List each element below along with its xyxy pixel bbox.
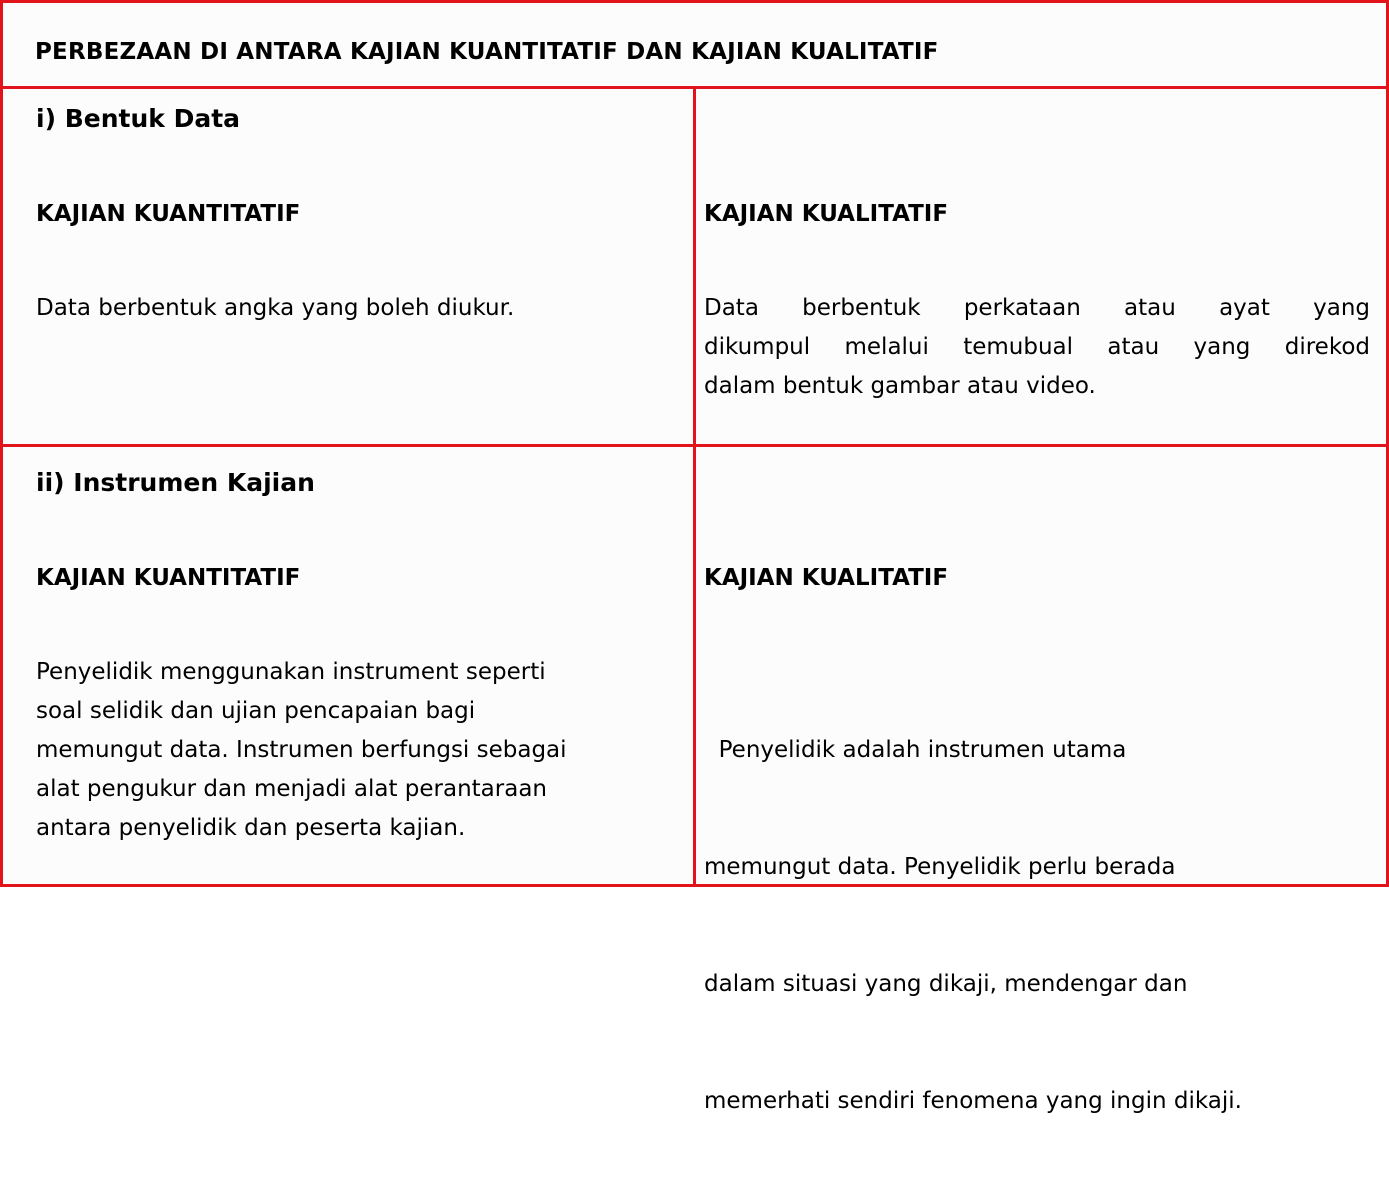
- text-line: antara penyelidik dan peserta kajian.: [36, 815, 466, 841]
- text-line: memungut data. Penyelidik perlu berada: [704, 854, 1176, 880]
- text-line: Data berbentuk angka yang boleh diukur.: [36, 295, 515, 321]
- section-heading-bentuk-data: i) Bentuk Data: [36, 104, 241, 133]
- text-line: Penyelidik adalah instrumen utama: [704, 737, 1127, 763]
- text-line: memungut data. Instrumen berfungsi sebagai: [36, 737, 567, 763]
- column-divider: [693, 89, 696, 884]
- text-line: soal selidik dan ujian pencapaian bagi: [36, 698, 476, 724]
- right-column-heading: KAJIAN KUALITATIF: [704, 565, 949, 591]
- left-cell-text: [36, 653, 686, 848]
- left-column-heading: KAJIAN KUANTITATIF: [36, 565, 301, 591]
- section-heading-instrumen-kajian: ii) Instrumen Kajian: [36, 468, 315, 497]
- right-cell-text: [704, 653, 1374, 1199]
- text-line: dalam bentuk gambar atau video.: [704, 373, 1096, 399]
- text-line: Penyelidik menggunakan instrument seperti: [36, 659, 546, 685]
- text-line: dalam situasi yang dikaji, mendengar dan: [704, 971, 1188, 997]
- right-column-heading: KAJIAN KUALITATIF: [704, 201, 949, 227]
- left-column-heading: KAJIAN KUANTITATIF: [36, 201, 301, 227]
- text-line: Data berbentuk perkataan atau ayat yang: [704, 295, 1370, 321]
- right-cell-text: [704, 289, 1370, 406]
- table-title-row: [3, 3, 1386, 89]
- text-line: dikumpul melalui temubual atau yang direkod: [704, 334, 1370, 360]
- left-cell-text: [36, 289, 676, 328]
- text-line: alat pengukur dan menjadi alat perantaraan: [36, 776, 547, 802]
- text-line: memerhati sendiri fenomena yang ingin dikaji.: [704, 1088, 1242, 1114]
- table-title: PERBEZAAN DI ANTARA KAJIAN KUANTITATIF DAN KAJIAN KUALITATIF: [35, 39, 939, 65]
